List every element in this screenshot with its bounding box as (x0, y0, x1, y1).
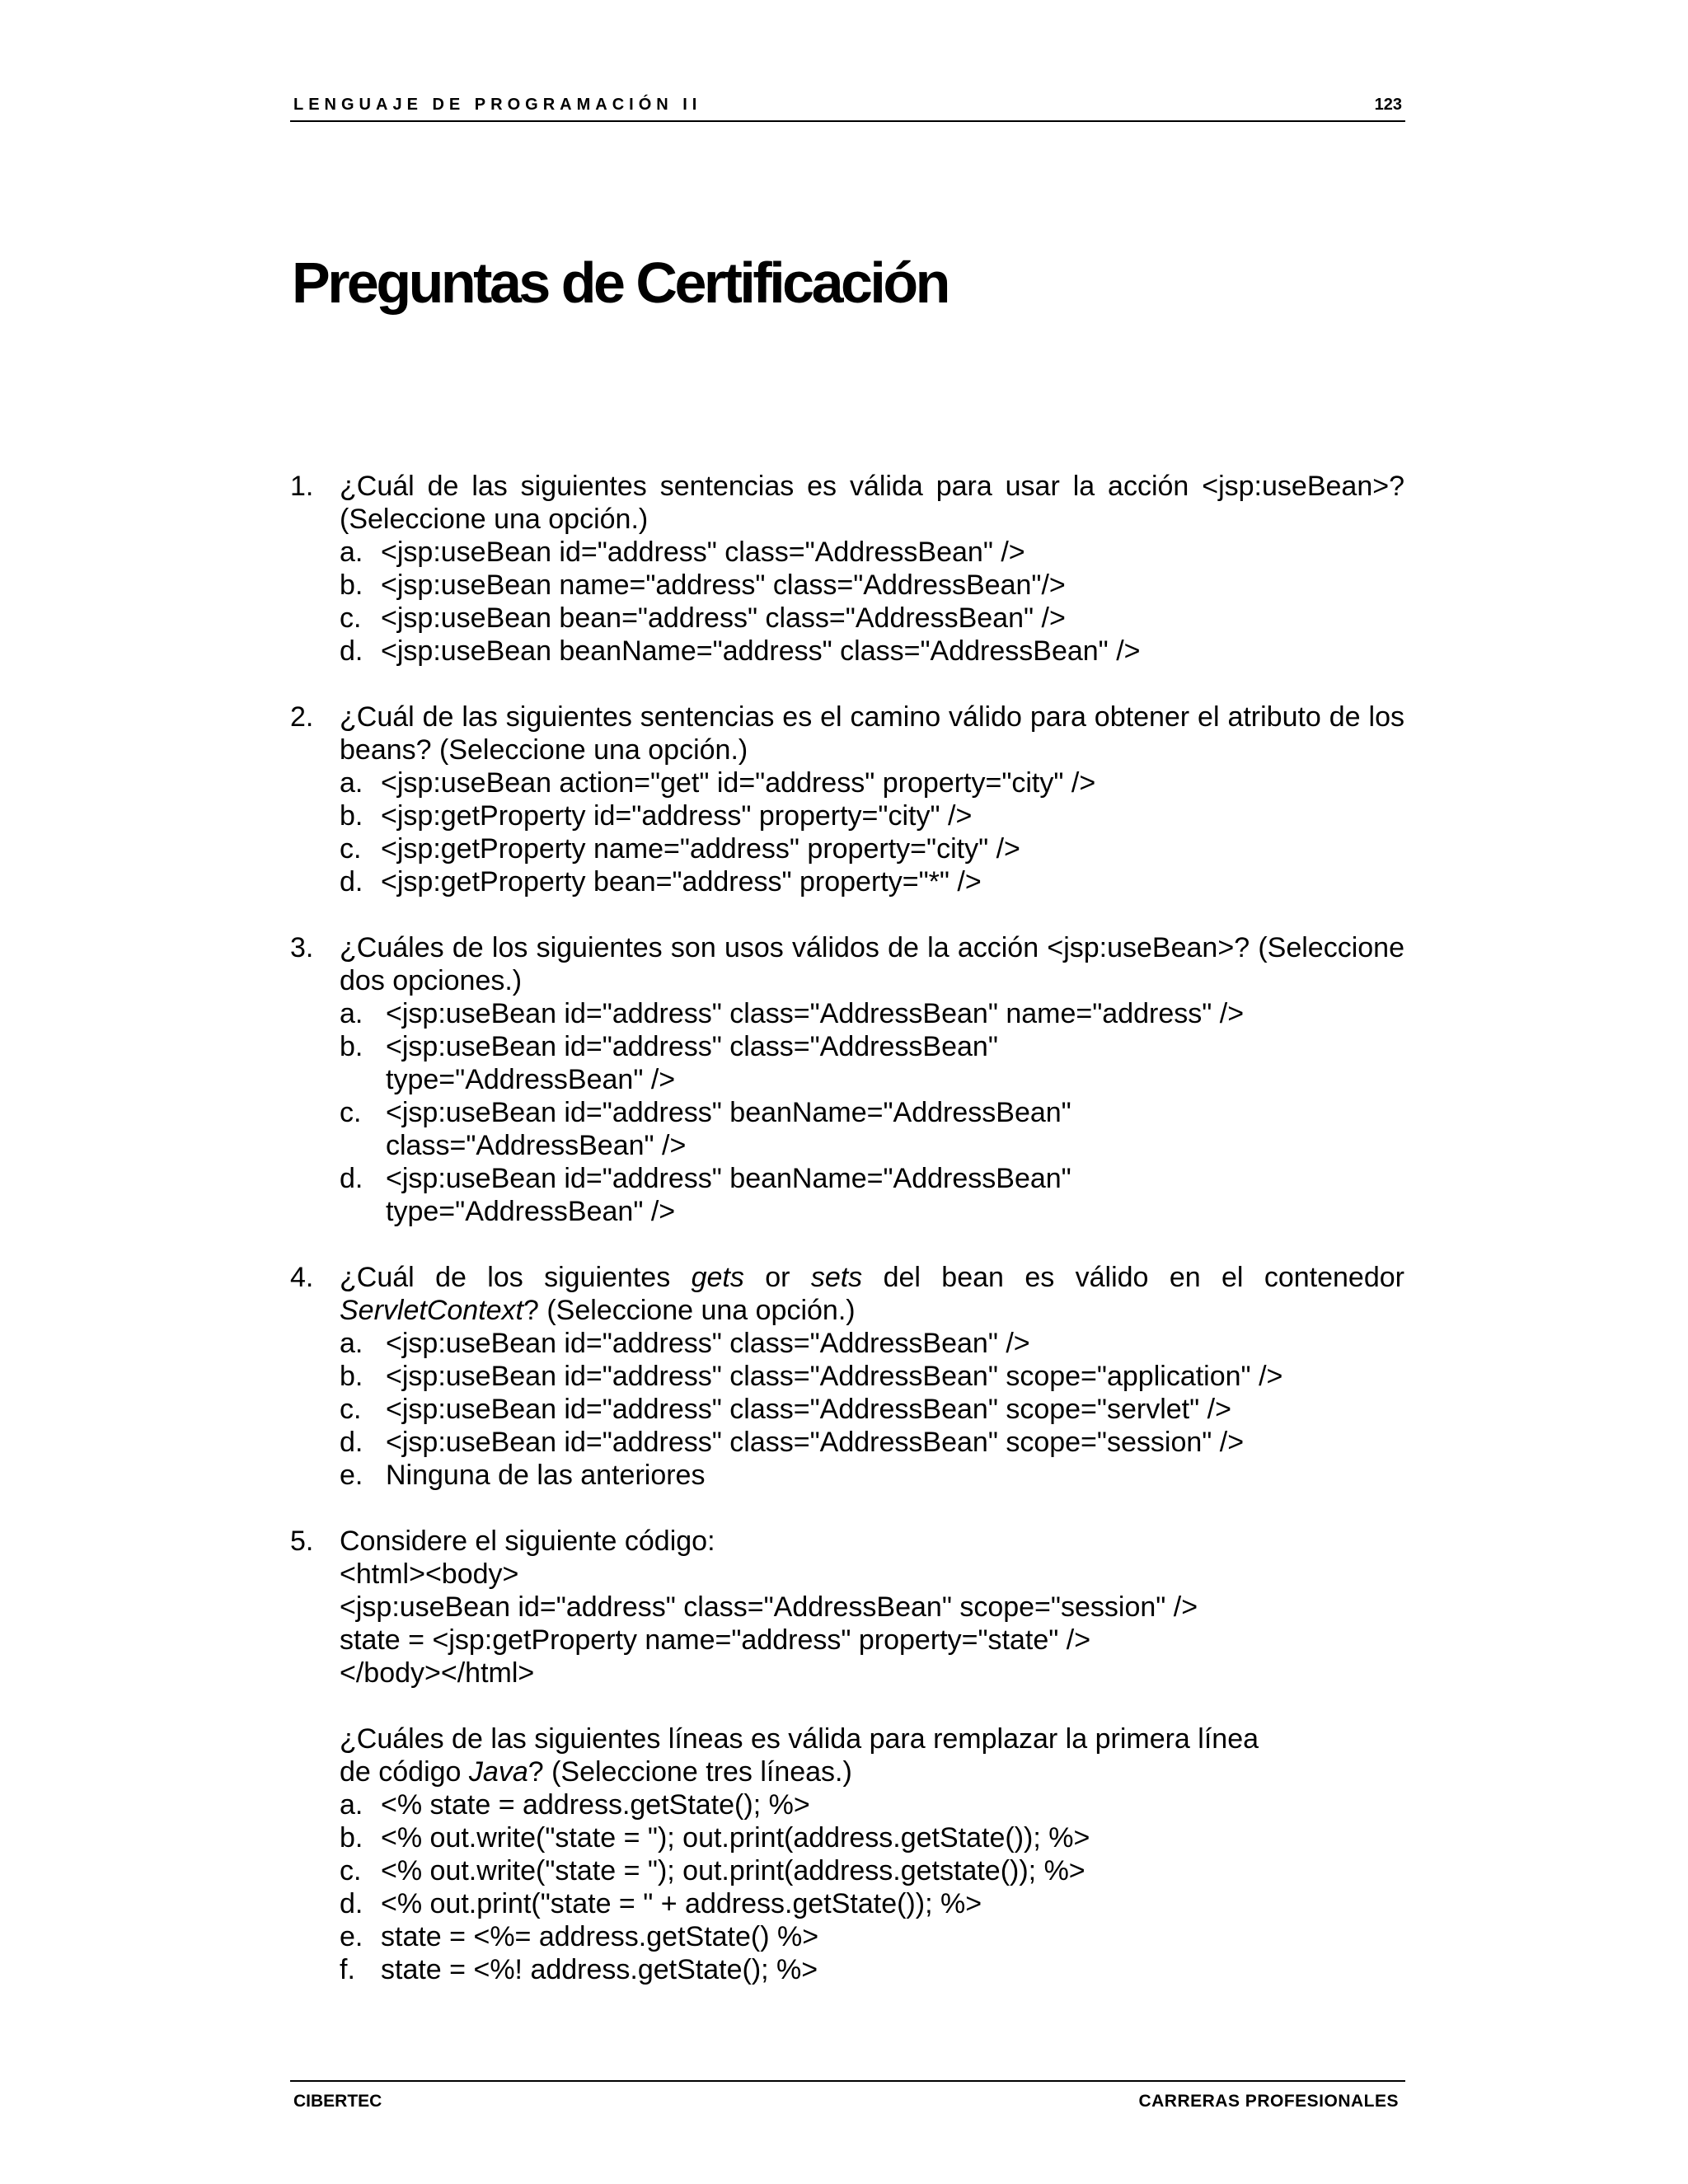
option-letter: c. (340, 1855, 362, 1886)
option-letter: a. (340, 1328, 363, 1359)
footer-right: CARRERAS PROFESIONALES (1138, 2092, 1399, 2111)
option-text: <jsp:getProperty id="address" property="city" /> (381, 800, 973, 832)
text-run: ¿Cuál de los siguientes (340, 1262, 692, 1293)
option-text: <jsp:useBean beanName="address" class="AddressBean" /> (381, 635, 1141, 667)
option-item (340, 569, 1404, 602)
option-text: <jsp:useBean id="address" class="AddressBean" name="address" /> (386, 998, 1245, 1029)
option-text: state = <%! address.getState(); %> (381, 1954, 818, 1985)
text-run: ? (Seleccione una opción.) (523, 1295, 856, 1326)
question-number: 5. (290, 1526, 314, 1557)
italic-term: ServletContext (340, 1295, 523, 1326)
header-title: LENGUAJE DE PROGRAMACIÓN II (293, 96, 702, 114)
page-number: 123 (1374, 96, 1402, 114)
code-line: </body></html> (340, 1657, 535, 1689)
option-item (340, 1920, 1404, 1953)
code-line: <jsp:useBean id="address" class="AddressBean" scope="session" /> (340, 1591, 1198, 1623)
option-letter: f. (340, 1954, 355, 1985)
option-item (340, 997, 1404, 1030)
option-text: <jsp:useBean id="address" class="AddressBean" scope="servlet" /> (386, 1394, 1231, 1425)
code-line: state = <jsp:getProperty name="address" property="state" /> (340, 1624, 1091, 1656)
italic-term: Java (468, 1756, 528, 1788)
option-letter: e. (340, 1460, 363, 1491)
question-3 (290, 931, 1404, 1228)
option-letter: d. (340, 1888, 363, 1919)
page-footer (290, 2080, 1405, 2115)
question-intro: Considere el siguiente código: (340, 1526, 715, 1557)
option-item (340, 1953, 1404, 1986)
page-title: Preguntas de Certificación (292, 251, 948, 315)
option-letter: d. (340, 635, 363, 667)
option-text (386, 1096, 1404, 1162)
option-list (340, 536, 1404, 668)
text-run: ¿Cuáles de las siguientes líneas es válida para remplazar la primera línea de código (340, 1723, 1259, 1788)
option-text: <jsp:useBean id="address" class="AddressBean" scope="session" /> (386, 1427, 1245, 1458)
option-item (340, 766, 1404, 799)
option-text-line: type="AddressBean" /> (386, 1196, 676, 1227)
option-text: <% out.write("state = "); out.print(address.getState()); %> (381, 1822, 1090, 1854)
option-list (340, 1327, 1404, 1492)
option-letter: b. (340, 1822, 363, 1854)
code-line: <html><body> (340, 1558, 519, 1590)
question-number: 4. (290, 1262, 314, 1293)
question-number: 3. (290, 932, 314, 963)
option-item (340, 865, 1404, 898)
option-list (340, 1788, 1404, 1986)
option-item (340, 832, 1404, 865)
option-letter: d. (340, 866, 363, 898)
option-item (340, 536, 1404, 569)
question-text (340, 1261, 1404, 1327)
option-text: <jsp:useBean bean="address" class="AddressBean" /> (381, 602, 1066, 634)
option-item (340, 1821, 1404, 1854)
option-item (340, 1854, 1404, 1887)
option-letter: c. (340, 833, 362, 865)
option-text: state = <%= address.getState() %> (381, 1921, 819, 1952)
option-text: <jsp:getProperty name="address" property="city" /> (381, 833, 1020, 865)
question-4 (290, 1261, 1404, 1492)
option-item (340, 1887, 1404, 1920)
option-letter: a. (340, 1789, 363, 1821)
option-letter: c. (340, 602, 362, 634)
option-text: <jsp:useBean id="address" class="AddressBean" /> (381, 537, 1025, 568)
question-text: ¿Cuáles de los siguientes son usos válidos de la acción <jsp:useBean>? (Seleccione dos opciones.) (340, 932, 1404, 996)
option-text: <jsp:useBean id="address" class="AddressBean" /> (386, 1328, 1030, 1359)
text-run: del bean es válido en el contenedor (862, 1262, 1404, 1293)
page-header (290, 92, 1405, 122)
text-run: or (743, 1262, 811, 1293)
question-1 (290, 470, 1404, 668)
option-text: <jsp:useBean id="address" class="AddressBean" scope="application" /> (386, 1361, 1283, 1392)
option-text: <jsp:useBean action="get" id="address" property="city" /> (381, 767, 1096, 799)
option-letter: d. (340, 1163, 363, 1194)
option-item (340, 635, 1404, 668)
option-letter: b. (340, 800, 363, 832)
option-item (340, 1096, 1404, 1162)
question-text: ¿Cuál de las siguientes sentencias es válida para usar la acción <jsp:useBean>? (Seleccione una opción.) (340, 471, 1404, 535)
option-item (340, 1327, 1404, 1360)
option-text: <jsp:useBean name="address" class="AddressBean"/> (381, 569, 1066, 601)
question-text (340, 1722, 1287, 1788)
option-letter: d. (340, 1427, 363, 1458)
option-letter: a. (340, 537, 363, 568)
option-text-line: <jsp:useBean id="address" beanName="AddressBean" (386, 1097, 1071, 1128)
option-item (340, 799, 1404, 832)
option-letter: a. (340, 998, 363, 1029)
question-text: ¿Cuál de las siguientes sentencias es el camino válido para obtener el atributo de los beans? (Seleccione una opción.) (340, 701, 1404, 766)
option-letter: b. (340, 1031, 363, 1062)
question-5 (290, 1525, 1404, 1986)
option-item (340, 1360, 1404, 1393)
option-text-line: <jsp:useBean id="address" beanName="AddressBean" (386, 1163, 1071, 1194)
option-letter: c. (340, 1097, 362, 1128)
option-text: Ninguna de las anteriores (386, 1460, 706, 1491)
question-number: 1. (290, 471, 314, 502)
option-letter: a. (340, 767, 363, 799)
option-letter: b. (340, 569, 363, 601)
code-block (340, 1558, 1404, 1690)
option-item (340, 1426, 1404, 1459)
option-letter: e. (340, 1921, 363, 1952)
option-text-line: <jsp:useBean id="address" class="AddressBean" (386, 1031, 998, 1062)
option-item (340, 602, 1404, 635)
option-item (340, 1030, 1404, 1096)
option-item (340, 1788, 1404, 1821)
question-2 (290, 701, 1404, 898)
option-letter: b. (340, 1361, 363, 1392)
option-text: <jsp:getProperty bean="address" property="*" /> (381, 866, 982, 898)
footer-left: CIBERTEC (293, 2092, 382, 2111)
option-text: <% out.print("state = " + address.getState()); %> (381, 1888, 982, 1919)
option-text: <% out.write("state = "); out.print(address.getstate()); %> (381, 1855, 1085, 1886)
option-letter: c. (340, 1394, 362, 1425)
option-item (340, 1459, 1404, 1492)
spacer (290, 1690, 1404, 1722)
option-list (340, 997, 1404, 1228)
option-text: <% state = address.getState(); %> (381, 1789, 810, 1821)
option-item (340, 1393, 1404, 1426)
option-text (386, 1162, 1404, 1228)
option-list (340, 766, 1404, 898)
question-number: 2. (290, 701, 314, 733)
option-text-line: type="AddressBean" /> (386, 1064, 676, 1095)
italic-term: sets (810, 1262, 863, 1293)
option-item (340, 1162, 1404, 1228)
text-run: ? (Seleccione tres líneas.) (528, 1756, 852, 1788)
option-text (386, 1030, 1404, 1096)
question-list (290, 470, 1404, 1986)
option-text-line: class="AddressBean" /> (386, 1130, 687, 1161)
italic-term: gets (691, 1262, 744, 1293)
